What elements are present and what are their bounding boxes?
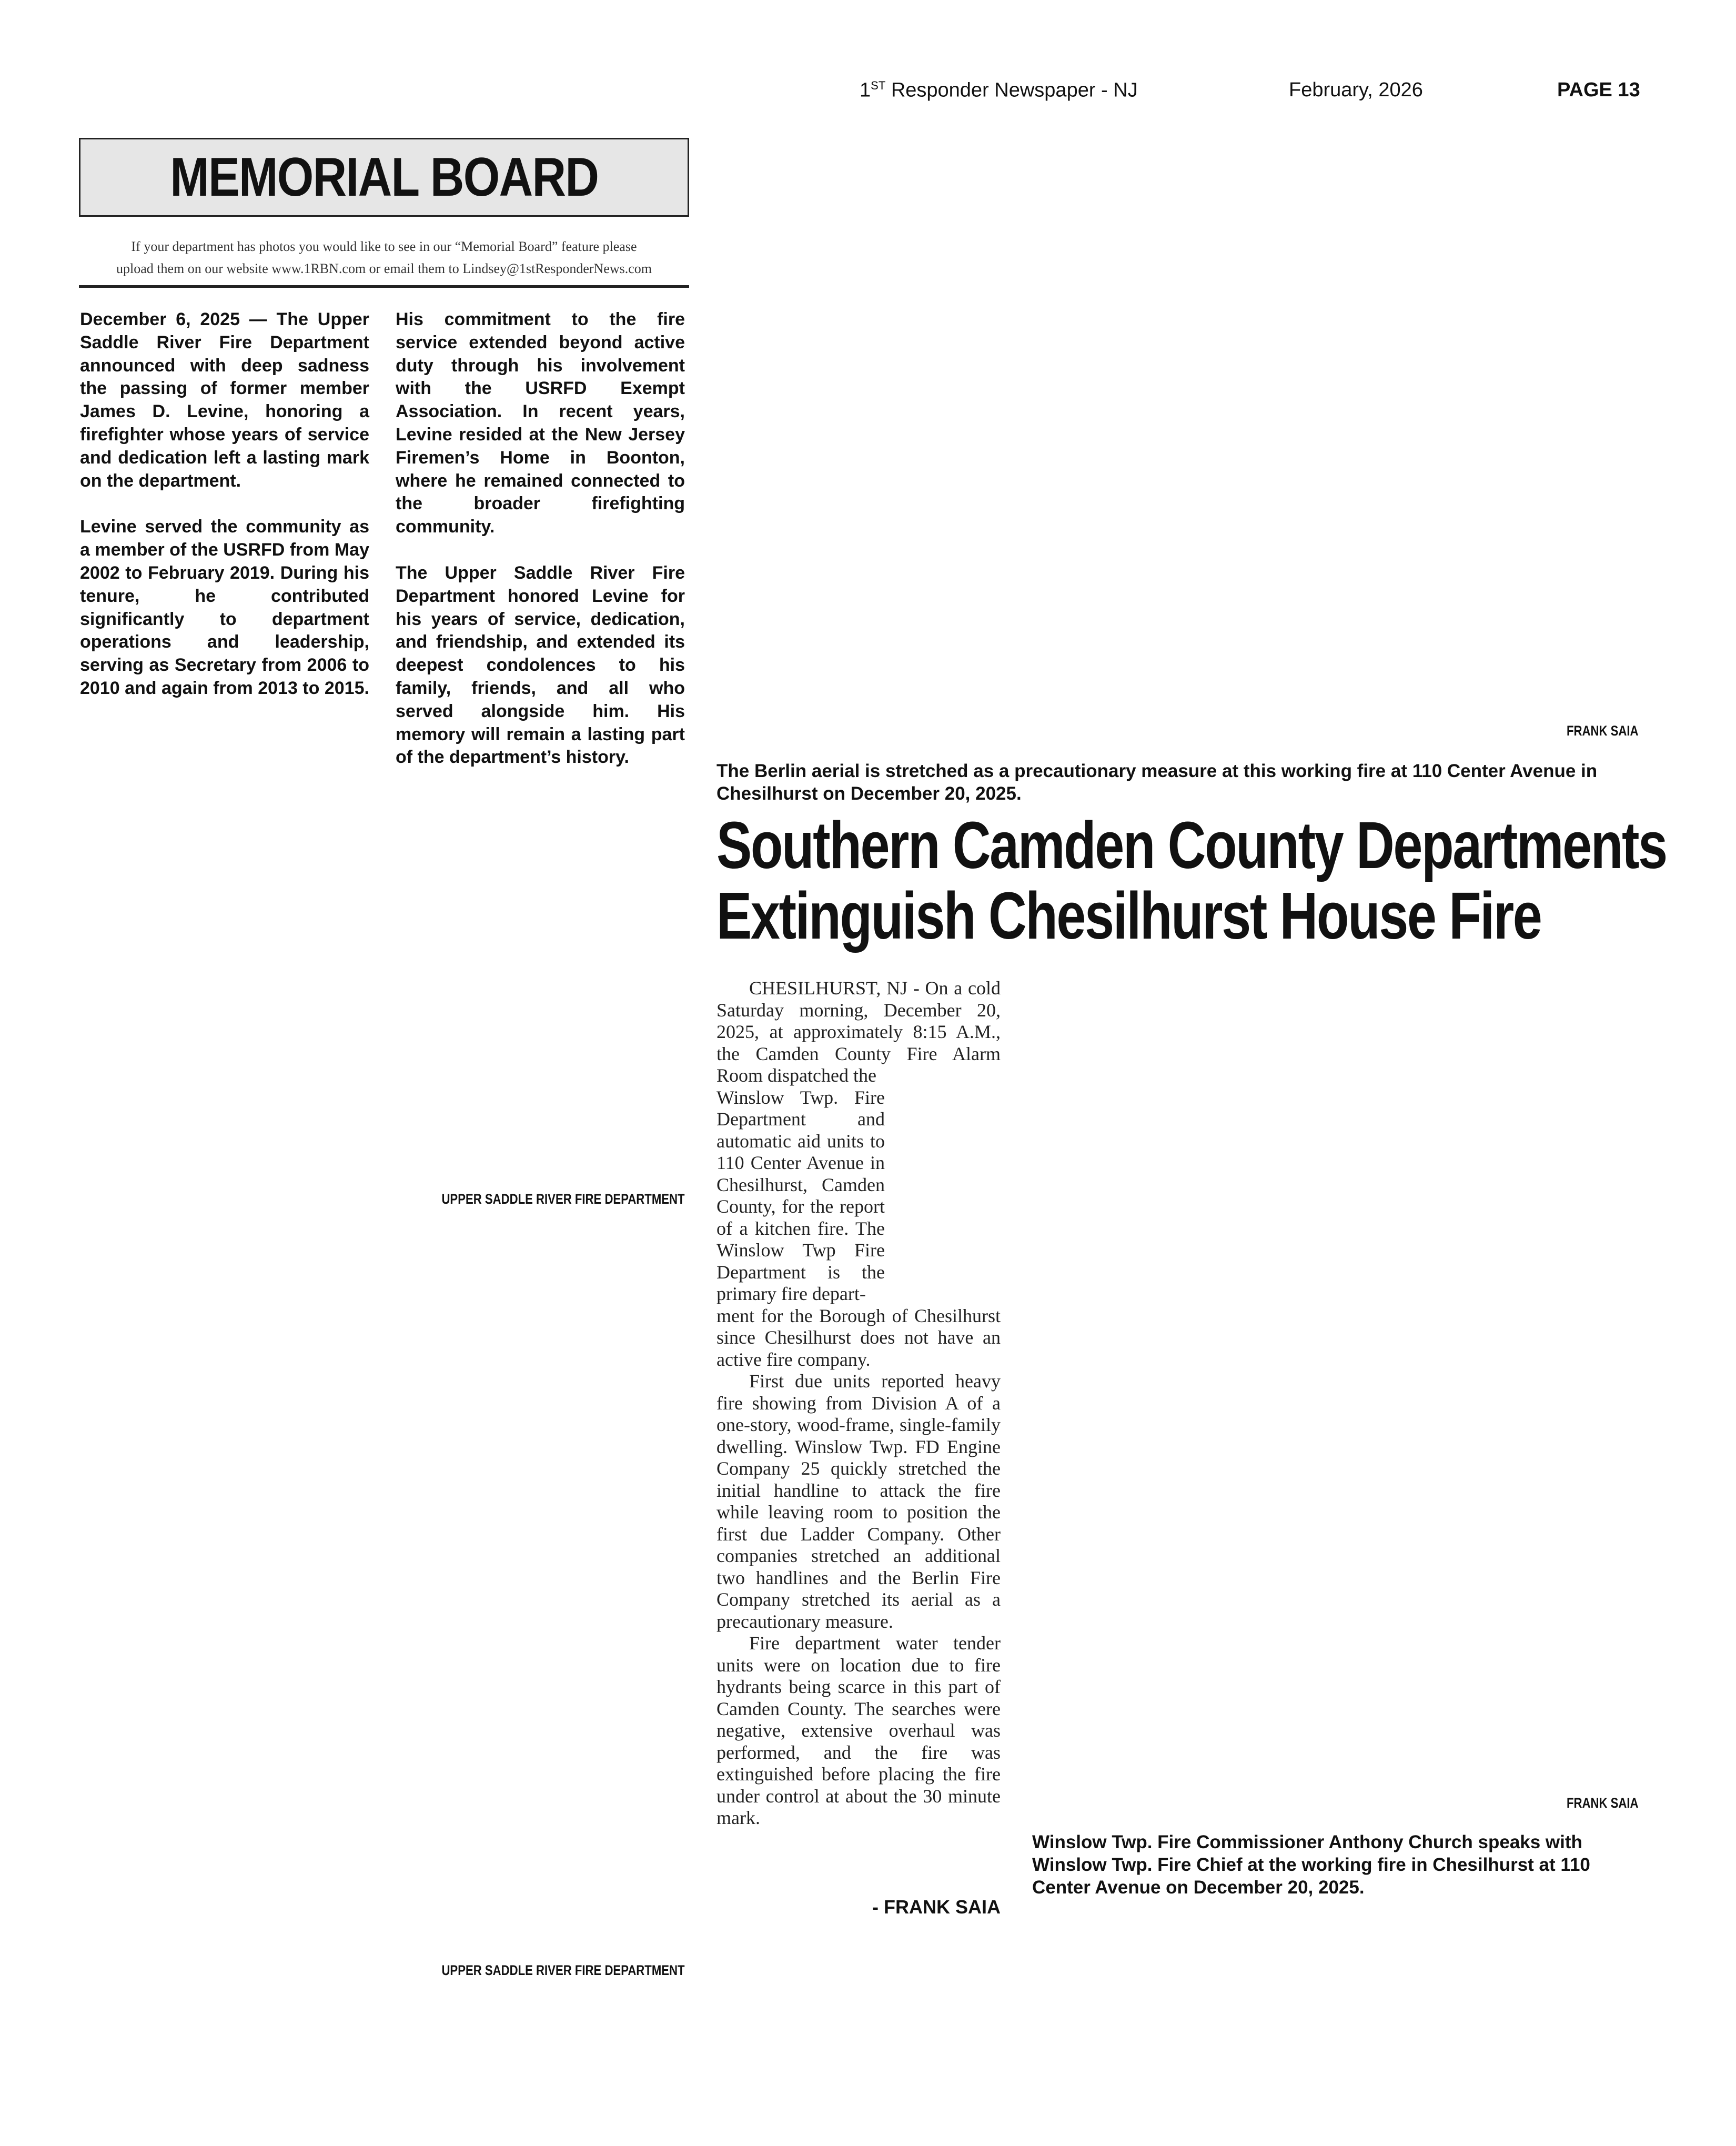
article-paragraph-continued: ment for the Borough of Chesilhurst since Chesilhurst does not have an active fire company. [716,1305,1001,1370]
headline-line-1: Southern Camden County Departments [716,808,1667,882]
article-paragraph: Fire department water tender units were on location due to fire hydrants being scarce in this part of Camden County. The searches were negative, extensive overhaul was performed, and the fire was extinguished before placing the fire under control at about the 30 minute mark. [716,1633,1001,1828]
memorial-paragraph: His commitment to the fire service extended beyond active duty through his involvement with the USRFD Exempt Association. In recent years, Levine resided at the New Jersey Firemen’s Home in Boonton, where he remained connected to the broader firefighting community. [396,309,685,537]
memorial-photo-credit: UPPER SADDLE RIVER FIRE DEPARTMENT [441,1191,685,1207]
memorial-note-line2: upload them on our website www.1RBN.com or email them to Lindsey@1stResponderNews.com [116,261,652,276]
memorial-divider [79,285,689,288]
article-byline: - FRANK SAIA [872,1896,1001,1918]
bottom-photo-caption: Winslow Twp. Fire Commissioner Anthony Church speaks with Winslow Twp. Fire Chief at the working fire in Chesilhurst at 110 Center Avenue on December 20, 2025. [1032,1832,1590,1898]
memorial-column-1 [80,308,369,700]
issue-date: February, 2026 [1289,79,1423,101]
article-paragraph: First due units reported heavy fire showing from Division A of a one-story, wood-frame, single-family dwelling. Winslow Twp. FD Engine Company 25 quickly stretched the initial handline to attack the fire while leaving room to position the first due Ladder Company. Other companies stretched an additional two handlines and the Berlin Fire Company stretched its aerial as a precautionary measure. [716,1371,1001,1632]
publication-name: 1ST Responder Newspaper - NJ [860,79,1138,102]
memorial-paragraph: Levine served the community as a member of the USRFD from May 2002 to February 2019. During his tenure, he contributed significantly to department operations and leadership, serving as Secretary from 2006 to 2010 and again from 2013 to 2015. [80,517,369,698]
top-photo-credit: FRANK SAIA [1566,723,1638,739]
memorial-board-note [79,236,689,280]
article-body [716,978,1001,1829]
memorial-photo-credit: UPPER SADDLE RIVER FIRE DEPARTMENT [441,1962,685,1978]
article-paragraph: CHESILHURST, NJ - On a cold Saturday morning, December 20, 2025, at approximately 8:15 A.M., the Camden County Fire Alarm Room dispatched the [716,978,1001,1086]
page-number: PAGE 13 [1557,79,1640,101]
article-paragraph-wrap: Winslow Twp. Fire Department and automatic aid units to 110 Center Avenue in Chesilhurst, Camden County, for the report of a kitchen fire. The Winslow Twp Fire Department is the primary fire depart- [716,1086,885,1304]
memorial-paragraph: December 6, 2025 — The Upper Saddle River Fire Department announced with deep sadness the passing of former member James D. Levine, honoring a firefighter whose years of service and dedication left a lasting mark on the department. [80,309,369,491]
memorial-board-banner [79,138,689,217]
memorial-column-2 [396,308,685,769]
memorial-note-line1: If your department has photos you would like to see in our “Memorial Board” feature please [131,239,637,254]
memorial-board-title: MEMORIAL BOARD [170,146,598,208]
bottom-photo-credit: FRANK SAIA [1566,1795,1638,1811]
article-headline [716,808,1667,953]
headline-line-2: Extinguish Chesilhurst House Fire [716,879,1541,953]
memorial-paragraph: The Upper Saddle River Fire Department honored Levine for his years of service, dedication, and friendship, and extended its deepest condolences to his family, friends, and all who served alongside him. His memory will remain a lasting part of the department’s history. [396,562,685,768]
top-photo-caption: The Berlin aerial is stretched as a precautionary measure at this working fire at 110 Center Avenue in Chesilhurst on December 20, 2025. [716,761,1598,804]
